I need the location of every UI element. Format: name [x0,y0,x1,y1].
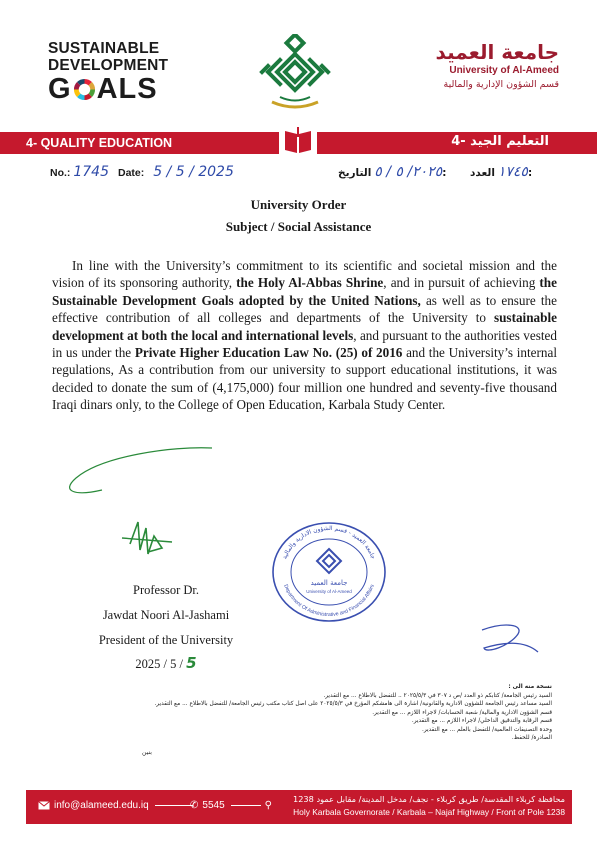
official-seal-stamp [270,521,388,623]
body-text-run: as well as to ensure the effective contribution of all colleges and departments of the University to [52,292,557,326]
footer-email [38,800,193,811]
mail-icon [38,801,50,810]
university-name-english: University of Al-Ameed [449,65,559,76]
signature-mark [62,444,222,564]
footer-email-text: info@alameed.edu.iq [54,800,149,811]
body-text-run: , and pursuant to the authorities vested in us under the [52,327,557,361]
body-paragraph [52,257,557,414]
sdg-als-letters: ALS [96,73,158,105]
goal-label-english: 4- QUALITY EDUCATION [26,136,173,150]
copies-item: وحدة التصنيفات العالمية/ للتفضل بالعلم ... مع التقدير. [421,726,552,733]
copies-heading: نسخة منه الى : [508,684,552,690]
reference-date-en [118,164,234,180]
body-text-run: In line with the University’s commitment to its scientific and societal mission and the vision of its sponsoring authority, [52,258,557,291]
body-text-run: , and in pursuit of achieving [383,275,540,291]
sdg-g-letter: G [48,73,72,105]
copies-list [152,683,552,743]
reference-number-ar [470,164,532,180]
book-icon [279,123,317,159]
ref-no-value: 1745 [73,164,109,180]
ref-ar-date-label: التاريخ: [338,167,447,179]
signatory-date-prefix: 2025 / 5 / [135,657,183,671]
sdg-line-1: SUSTAINABLE [48,40,160,57]
footer-phone [190,800,272,811]
document-title: University Order [250,197,347,212]
copies-item: قسم الشؤون الادارية والمالية/ شعبة الحسابات/ لاجراء اللازم ... مع التقدير. [372,709,552,716]
reference-date-ar [338,164,446,180]
sdg-wheel-icon [73,78,96,101]
footer-divider [155,805,193,806]
sdg-line-3 [48,74,168,104]
seal-emblem-icon [317,549,341,573]
phone-icon: ✆ [190,800,199,811]
footer-phone-text: 5545 [202,800,225,811]
typist-initials: بنين [142,749,152,756]
ref-date-label: Date: [118,167,145,179]
ref-ar-no-value: ١٧٤٥ [497,164,528,180]
goal-label-arabic: 4- التعليم الجيد [451,134,549,149]
body-bold-run: sustainable development at both the local and international levels [52,310,557,343]
sdg-line-2: DEVELOPMENT [48,57,169,74]
copies-item: السيد رئيس الجامعة/ كتابكم ذو العدد /ص د ٣٠٧ في ٢٠٢٥/٥/٣ .. للتفضل بالاطلاع ... مع التقدير. [323,692,552,699]
body-text-run: and the University’s internal regulations, As a contribution from our university to support educational institutions, it was decided to donate the sum of (4,175,000) four million one hundred and seventy-five thousand Iraqi dinars only, to the College of Open Education, Karbala Study Center. [52,345,557,413]
copies-item: السيد مساعد رئيس الجامعة للشؤون الادارية والقانونية/ اشارة الى هامشكم المؤرخ في ٢٠٢٥/٥/٣ على اصل كتاب مكتب رئيس الجامعة/ للتفضل بالاطلاع ... مع التقدير. [154,701,552,707]
seal-center-arabic: جامعة العميد [310,579,348,587]
footer-address-english: Holy Karbala Governorate / Karbala – Najaf Highway / Front of Pole 1238 [293,807,565,817]
secondary-signature-mark [474,618,544,660]
signatory-date-day: 5 [186,654,197,672]
seal-text-bottom: Department Of Administrative and Financial Affairs [282,583,376,619]
university-emblem-logo [258,34,332,116]
signatory-title: Professor Dr. [133,583,199,597]
signatory-position: President of the University [98,633,234,647]
document-body [52,257,557,414]
ref-no-label: No.: [50,167,71,179]
body-bold-run: the Sustainable Development Goals adopted by the United Nations, [52,275,557,308]
body-bold-run: Private Higher Education Law No. (25) of 2016 [134,345,403,361]
footer-address-arabic: محافظة كربلاء المقدسة/ طريق كربلاء - نجف/ مدخل المدينة/ مقابل عمود 1238 [293,794,565,804]
university-name-block [436,40,559,92]
university-name-arabic: جامعة العميد [435,40,559,64]
sdg-wordmark [48,40,168,104]
signatory-date [66,654,266,672]
signatory-name: Jawdat Noori Al-Jashami [102,608,230,622]
reference-number-en [50,164,109,180]
location-pin-icon: ⚲ [264,800,272,811]
seal-text-top: جامعة العميد - قسم الشؤون الادارية والمالية [281,524,377,561]
seal-center-english: University of Al-Ameed [306,589,352,594]
copies-item: قسم الرقابة والتدقيق الداخلي/ لاجراء اللازم ... مع التقدير. [411,718,552,724]
ref-ar-date-value: ٢٠٢٥/ ٥ / ٥ [374,164,443,180]
footer-divider [231,805,261,806]
ref-ar-no-label: العدد: [470,167,533,179]
copies-item: الصادرة/ للحفظ. [511,735,552,741]
ref-date-value: 5 / 5 / 2025 [153,164,234,180]
body-bold-run: the Holy Al-Abbas Shrine [236,275,384,291]
department-name-arabic: قسم الشؤون الإدارية والمالية [443,79,559,90]
document-subject: Subject / Social Assistance [225,219,372,234]
